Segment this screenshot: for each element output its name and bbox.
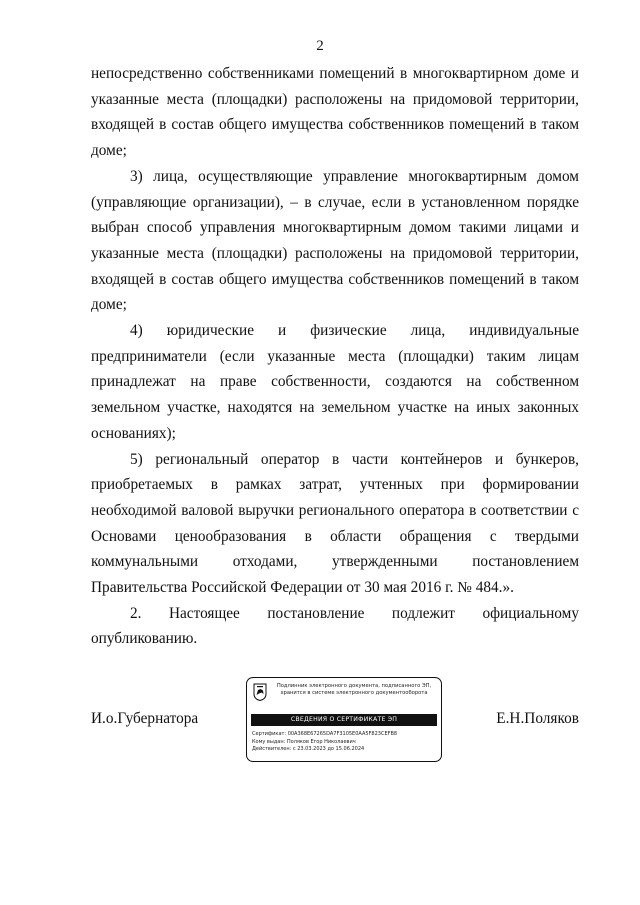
document-body [91, 61, 579, 652]
signatory-title: И.о.Губернатора [91, 710, 199, 727]
stamp-header-line: Подлинник электронного документа, подписанного ЭП, [276, 683, 432, 689]
paragraph-item-4: 4) юридические и физические лица, индивидуальные предприниматели (если указанные места (площадки) таким лицам принадлежат на праве собственности, создаются на собственном земельном участке, находятся на земельном участке на иных законных основаниях); [91, 322, 579, 442]
certificate-number: Сертификат: 00A368E67265DA7F3105E0AA5F823CEFB8 [252, 731, 398, 737]
stamp-header-line: хранится в системе электронного документооборота [280, 690, 428, 696]
coat-of-arms-icon [253, 683, 267, 701]
paragraph-continuation: непосредственно собственниками помещений в многоквартирном доме и указанные места (площадки) расположены на придомовой территории, входящей в состав общего имущества собственников помещений в таком доме; [91, 65, 579, 160]
certificate-validity: Действителен: с 23.03.2023 до 15.06.2024 [252, 746, 365, 752]
electronic-signature-stamp [246, 677, 442, 762]
stamp-certificate-bar: СВЕДЕНИЯ О СЕРТИФИКАТЕ ЭП [251, 714, 437, 726]
page-number: 2 [316, 38, 324, 54]
paragraph-item-3: 3) лица, осуществляющие управление многоквартирным домом (управляющие организации), – в случае, если в установленном порядке выбран способ управления многоквартирным домом такими лицами и указанные места (площадки) расположены на придомовой территории, входящей в состав общего имущества собственников помещений в таком доме; [91, 167, 579, 314]
paragraph-item-5: 5) региональный оператор в части контейнеров и бункеров, приобретаемых в рамках затрат, учтенных при формировании необходимой валовой выручки регионального оператора в соответствии с Основами ценообразования в области обращения с твердыми коммунальными отходами, утвержденными постановлением Правительства Российской Федерации от 30 мая 2016 г. № 484.». [91, 450, 579, 597]
stamp-header [269, 683, 439, 697]
certificate-owner: Кому выдан: Поляков Егор Николаевич [252, 738, 356, 745]
paragraph-publication: 2. Настоящее постановление подлежит официальному опубликованию. [91, 604, 579, 648]
signatory-name: Е.Н.Поляков [496, 710, 579, 727]
stamp-certificate-info [252, 731, 438, 754]
